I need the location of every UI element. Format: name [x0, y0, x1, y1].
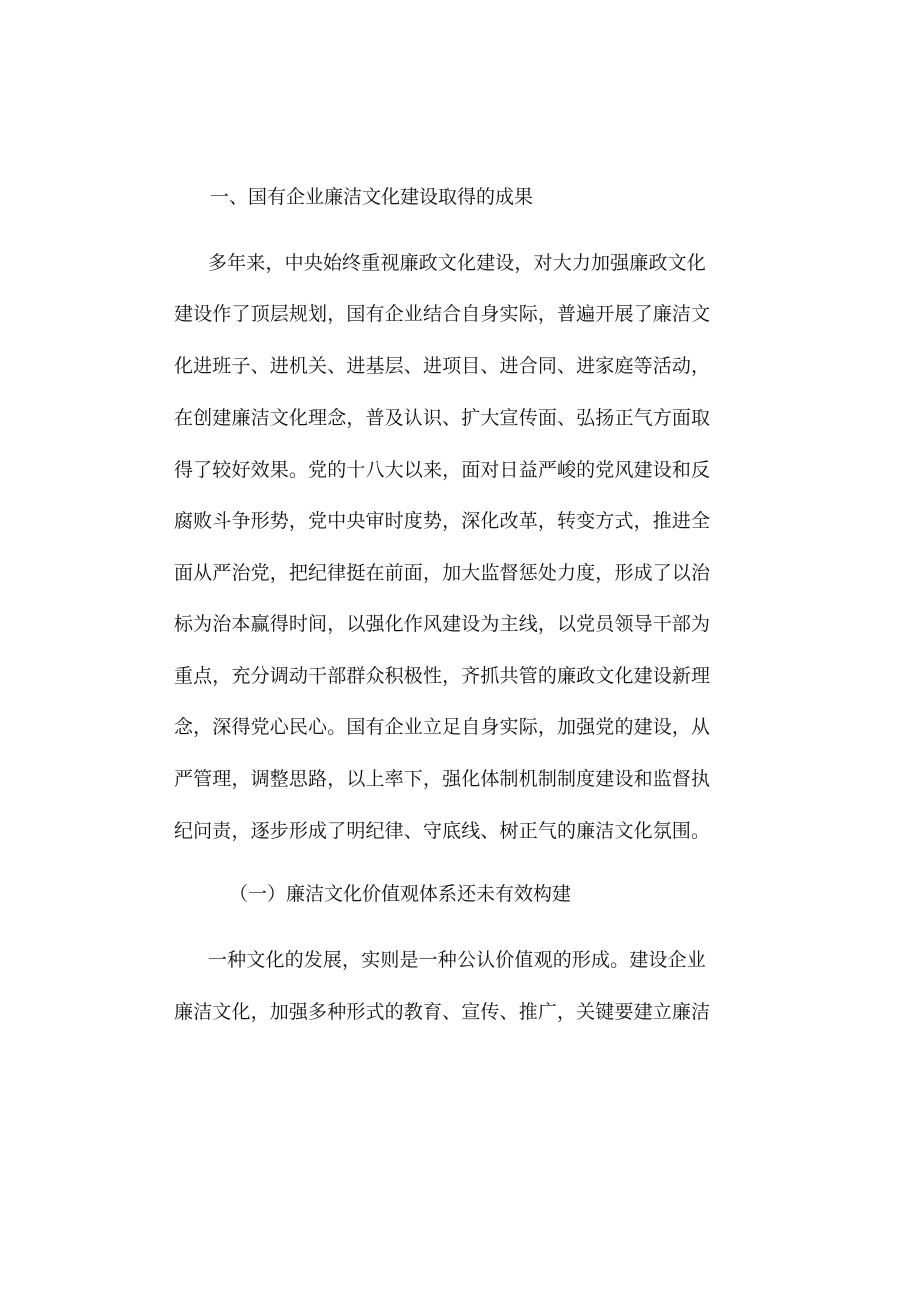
paragraph-line: 腐败斗争形势，党中央审时度势，深化改革，转变方式，推进全: [174, 510, 711, 532]
subsection-heading-value-system: （一）廉洁文化价值观体系还未有效构建: [229, 883, 572, 905]
paragraph-line: 念，深得党心民心。国有企业立足自身实际，加强党的建设，从: [174, 716, 711, 738]
paragraph-line: 严管理，调整思路，以上率下，强化体制机制制度建设和监督执: [174, 768, 711, 790]
paragraph-line: 一种文化的发展，实则是一种公认价值观的形成。建设企业: [208, 949, 706, 971]
paragraph-line: 多年来，中央始终重视廉政文化建设，对大力加强廉政文化: [208, 252, 706, 274]
paragraph-line: 标为治本赢得时间，以强化作风建设为主线，以党员领导干部为: [174, 613, 711, 635]
paragraph-line: 化进班子、进机关、进基层、进项目、进合同、进家庭等活动，: [174, 355, 711, 377]
paragraph-line: 建设作了顶层规划，国有企业结合自身实际，普遍开展了廉洁文: [174, 303, 711, 325]
paragraph-line: 重点，充分调动干部群众积极性，齐抓共管的廉政文化建设新理: [174, 665, 711, 687]
paragraph-line: 廉洁文化，加强多种形式的教育、宣传、推广，关键要建立廉洁: [174, 1001, 711, 1023]
paragraph-line: 纪问责，逐步形成了明纪律、守底线、树正气的廉洁文化氛围。: [174, 820, 711, 842]
paragraph-line: 得了较好效果。党的十八大以来，面对日益严峻的党风建设和反: [174, 459, 711, 481]
section-heading-achievements: 一、国有企业廉洁文化建设取得的成果: [210, 186, 534, 208]
paragraph-line: 面从严治党，把纪律挺在前面，加大监督惩处力度，形成了以治: [174, 562, 711, 584]
paragraph-line: 在创建廉洁文化理念，普及认识、扩大宣传面、弘扬正气方面取: [174, 407, 711, 429]
